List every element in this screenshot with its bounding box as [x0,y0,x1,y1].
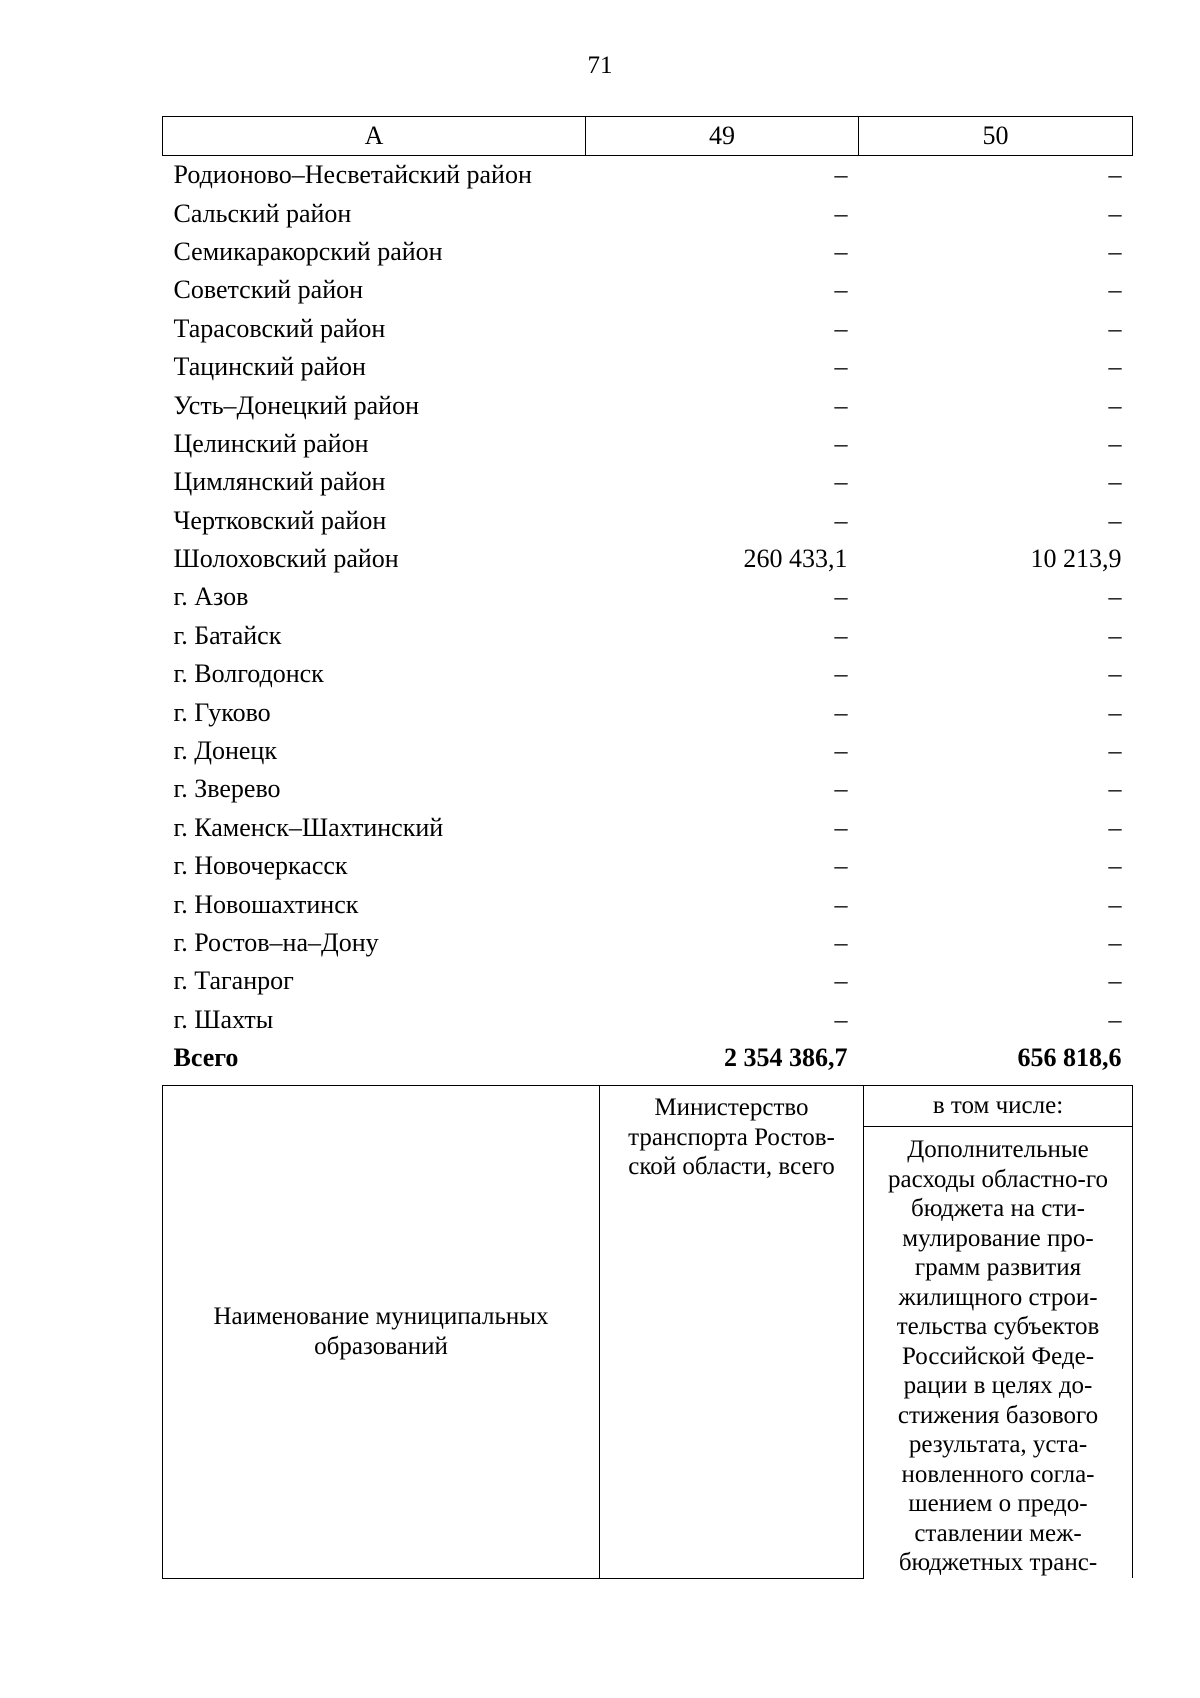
municipality-name: г. Таганрог [173,966,294,996]
header-municipalities: Наименование муниципальных образований [163,1086,600,1579]
header-including: в том числе: [864,1086,1133,1127]
table-row [163,732,1133,770]
table-row [163,194,1133,232]
value-col-49: – [834,505,848,535]
value-col-50: – [1108,812,1122,842]
value-col-49: – [834,659,848,689]
municipality-name: г. Шахты [173,1004,274,1034]
municipality-name: г. Азов [173,582,249,612]
value-col-49: – [834,966,848,996]
table-row [163,233,1133,271]
municipality-name: г. Гуково [173,697,271,727]
total-row [163,1039,1133,1077]
value-col-50: – [1108,582,1122,612]
municipality-name: Чертковский район [173,505,387,535]
value-col-50: – [1108,620,1122,650]
value-col-49: – [834,889,848,919]
value-col-50: – [1108,928,1122,957]
header-ministry-total: Министерство транспорта Ростов-ской области, всего [600,1086,864,1579]
table-row [163,924,1133,962]
table-row [163,310,1133,348]
page-number: 71 [587,52,613,79]
header-col-49: 49 [586,117,859,156]
table-row [163,1001,1133,1039]
table-row [163,578,1133,616]
table-row [163,617,1133,655]
table-row [163,770,1133,808]
total-value-49: 2 354 386,7 [724,1043,848,1073]
value-col-49: – [834,467,848,497]
value-col-49: – [834,313,848,343]
value-col-49: – [834,160,848,190]
municipality-name: Родионово–Несветайский район [173,160,532,190]
table-row [163,693,1133,731]
municipality-name: Целинский район [173,428,369,458]
value-col-50: – [1108,659,1122,689]
value-col-50: – [1108,774,1122,804]
value-col-49: – [834,390,848,420]
value-col-49: 260 433,1 [743,544,848,574]
value-col-49: – [834,774,848,804]
value-col-50: – [1108,275,1122,305]
value-col-50: – [1108,966,1122,996]
municipality-name: Шолоховский район [173,544,399,574]
value-col-49: – [834,736,848,766]
municipality-name: Усть–Донецкий район [173,390,419,420]
value-col-49: – [834,198,848,228]
table-row [163,885,1133,923]
value-col-50: – [1108,390,1122,420]
municipality-name: г. Донецк [173,736,277,766]
value-col-49: – [834,236,848,266]
table-row [163,540,1133,578]
municipality-name: Семикаракорский район [173,236,443,266]
value-col-49: – [834,928,848,957]
municipality-name: Советский район [173,275,364,305]
table-row [163,386,1133,424]
value-col-50: – [1108,1004,1122,1034]
table-header-row [163,117,1133,156]
municipality-name: г. Новочеркасск [173,851,348,881]
municipality-name: г. Ростов–на–Дону [173,928,379,957]
table-row [163,463,1133,501]
header-table [162,1085,1133,1579]
value-col-49: – [834,352,848,382]
table-row [163,156,1133,195]
table-row [163,809,1133,847]
total-value-50: 656 818,6 [1017,1043,1122,1073]
value-col-49: – [834,620,848,650]
value-col-50: – [1108,851,1122,881]
municipality-name: г. Новошахтинск [173,889,359,919]
municipality-name: г. Волгодонск [173,659,324,689]
data-table [162,116,1133,1077]
value-col-50: – [1108,889,1122,919]
value-col-50: – [1108,505,1122,535]
value-col-50: – [1108,428,1122,458]
value-col-50: – [1108,160,1122,190]
header-col-a: А [163,117,586,156]
table-row [163,847,1133,885]
value-col-50: – [1108,697,1122,727]
value-col-49: – [834,851,848,881]
value-col-49: – [834,428,848,458]
value-col-50: – [1108,467,1122,497]
table-row [163,655,1133,693]
table-row [163,425,1133,463]
municipality-name: Тарасовский район [173,313,386,343]
total-label: Всего [173,1043,239,1073]
municipality-name: Цимлянский район [173,467,386,497]
value-col-50: 10 213,9 [1030,544,1122,574]
table-row [163,348,1133,386]
table-row [163,962,1133,1000]
value-col-49: – [834,812,848,842]
value-col-49: – [834,275,848,305]
municipality-name: г. Зверево [173,774,281,804]
header-additional-expenses: Дополнительные расходы областно-го бюджета на сти-мулирование про-грамм развития жилищного строи-тельства субъектов Российской Феде-рации в целях до-стижения базового результата, уста-новленного согла-шением о предо-ставлении меж-бюджетных транс- [864,1127,1133,1579]
municipality-name: г. Каменск–Шахтинский [173,812,444,842]
value-col-49: – [834,582,848,612]
table-row [163,502,1133,540]
municipality-name: Сальский район [173,198,352,228]
value-col-49: – [834,697,848,727]
header-col-50: 50 [859,117,1133,156]
value-col-50: – [1108,352,1122,382]
value-col-50: – [1108,736,1122,766]
municipality-name: Тацинский район [173,352,366,382]
municipality-name: г. Батайск [173,620,282,650]
value-col-50: – [1108,313,1122,343]
value-col-50: – [1108,198,1122,228]
table-row [163,271,1133,309]
value-col-50: – [1108,236,1122,266]
value-col-49: – [834,1004,848,1034]
